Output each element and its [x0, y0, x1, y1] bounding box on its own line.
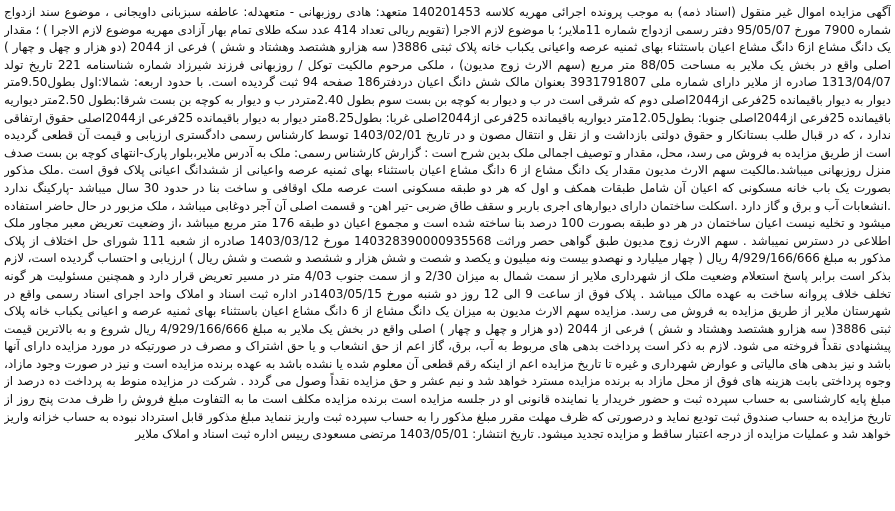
auction-notice-document: [4, 4, 891, 509]
auction-notice-text: آگهی مزایده اموال غیر منقول (اسناد ذمه) به موجب پرونده اجرائی مهریه کلاسه 140201453 متعهد: هادی روزبهانی - متعهدله: عاطفه سبزبانی داویجانی ، موضوع سند ازدواج شماره 7900 مورخ 95/05/07 دفتر رسمی ازدواج شماره 11ملایر؛ با موضوع لازم الاجرا (تقویم ریالی تعداد 414 عدد سکه طلای تمام بهار آزادی مهریه موضوع لازم الاجرا ) ؛ مقدار یک دانگ مشاع از6 دانگ مشاع اعیان باستثناء بهای ثمنیه عرصه واعیانی یکباب خانه پلاک ثبتی 3886( سه هزارو هشتصد وهشتاد و شش ) فرعی از 2044 (دو هزار و چهل و چهار ) اصلی واقع در بخش یک ملایر به مساحت 88/05 متر مربع (سهم الارث زوج مدیون) ، ملکی مرحوم مالکیت توکل / روزبهانی فرزند شیرزاد شماره شناسنامه 221 تاریخ تولد 1313/04/07 صادره از ملایر دارای شماره ملی 3931791807 بعنوان مالک شش دانگ اعیان دردفتر186 صفحه 94 ثبت گردیده است. با حدود اربعه: شمالا:اول بطول9.50متر دیوار به دیوار باقیمانده 25فرعی از2044اصلی دوم که شرقی است در ب و دیوار به کوچه بن بست سوم بطول 2.40متردر ب و دیوار به کوچه بن بست شرقا:بطول 2.50متر دیواریه باقیمانده 25فرعی از2044اصلی جنوبا: بطول12.05متر دیواریه باقیمانده 25فرعی از2044اصلی غربا: بطول8.25متر دیوار به دیوار باقیمانده 25فرعی از2044اصلی حقوق ارتفاقی ندارد ، که در قبال طلب بستانکار و حقوق دولتی بازداشت و از نقل و انتقال مصون و در تاریخ 1403/02/01 توسط کارشناس رسمی دادگستری ارزیابی و قیمت آن قطعی گردیده است از طریق مزایده به فروش می رسد، محل، مقدار و توصیف اجمالی ملک بدین شرح است : گزارش کارشناس رسمی: ملک به آدرس ملایر،بلوار پارک-انتهای کوچه بن بست صدف منزل روزبهانی میباشد.مالکیت سهم الارث مدیون مقدار یک دانگ مشاع از 6 دانگ مشاع اعیان باستثناء بهای ثمنیه عرصه واعیانی از ششدانگ اعیانی پلاک فوق است .ملک مذکور بصورت یک باب خانه مسکونی که اعیان آن شامل طبقات همکف و اول که هر دو طبقه مسکونی است عرصه ملک اوقافی و ساخت بنا در حدود 30 سال میباشد -پارکینگ ندارد .انشعابات آب و برق و گاز دارد .اسکلت ساختمان دارای دیوارهای اجری باربر و سقف طاق ضربی -تیر اهن- و قسمت اصلی آن آجر دوغابی میباشد ، ملک مزبور در حال حاضر استفاده میشود و تخلیه نیست اعیان ساختمان در هر دو طبقه بصورت 100 درصد بنا ساخته شده است و مجموع اعیان دو طبقه 176 متر مربع میباشد ،از وضعیت تعریض معبر مجاور ملک اطلاعی در دسترس نمیباشد . سهم الارث زوج مدیون طبق گواهی حصر وراثت 140328390000935568 مورخ 1403/03/12 صادره از شعبه 111 شورای حل اختلاف از پلاک مذکور به مبلغ 4/929/166/666 ریال ( چهار میلیارد و نهصدو بیست ونه میلیون و یکصد و شصت و شش هزار و ششصد و شصت و شش ریال ) ارزیابی و احتساب گردیده است، لازم بذکر است برابر پاسخ استعلام وضعیت ملک از شهرداری ملایر از سمت شمال به میزان 2/30 و از سمت جنوب 4/03 متر در مسیر تعریض قرار دارد و همچنین مسئولیت هر گونه تخلف خلاف پروانه ساخت به عهده مالک میباشد . پلاک فوق از ساعت 9 الی 12 روز دو شنبه مورخ 1403/05/15در اداره ثبت اسناد و املاک واحد اجرای اسناد رسمی واقع در شهرستان ملایر از طریق مزایده به فروش می رسد. مزایده سهم الارث مدیون به میزان یک دانگ مشاع از 6 دانگ مشاع اعیان باستثناء بهای ثمنیه عرصه و اعیانی یکباب خانه پلاک ثبتی 3886( سه هزارو هشتصد وهشتاد و شش ) فرعی از 2044 (دو هزار و چهل و چهار ) اصلی واقع در بخش یک ملایر به مبلغ 4/929/166/666 ریال شروع و به بالاترین قیمت پیشنهادی نقداً فروخته می شود. لازم به ذکر است پرداخت بدهی های مربوط به آب، برق، گاز اعم از حق انشعاب و یا حق اشتراک و مصرف در صورتیکه در مورد مزایده دارای آنها باشد و نیز بدهی های مالیاتی و عوارض شهرداری و غیره تا تاریخ مزایده اعم از اینکه رقم قطعی آن معلوم شده یا نشده باشد به عهده برنده مزایده است و نیز در صورت وجود مازاد، وجوه پرداختی بابت هزینه های فوق از محل مازاد به برنده مزایده مسترد خواهد شد و نیم عشر و حق مزایده نقداً وصول می گردد . شرکت در مزایده منوط به پرداخت ده درصد از مبلغ پایه کارشناسی به حساب سپرده ثبت و حضور خریدار یا نماینده قانونی او در جلسه مزایده است برنده مزایده مکلف است ما به التفاوت مبلغ فروش را ظرف مدت پنج روز از تاریخ مزایده به حساب صندوق ثبت تودیع نماید و درصورتی که ظرف مهلت مقرر مبلغ مذکور را به حساب سپرده ثبت واریز ننماید مبلغ مذکور قابل استرداد نبوده به حساب خزانه واریز خواهد شد و عملیات مزایده از درجه اعتبار ساقط و مزایده تجدید میشود. تاریخ انتشار: 1403/05/01 مرتضی مسعودی رییس اداره ثبت اسناد و املاک ملایر: [4, 5, 891, 442]
